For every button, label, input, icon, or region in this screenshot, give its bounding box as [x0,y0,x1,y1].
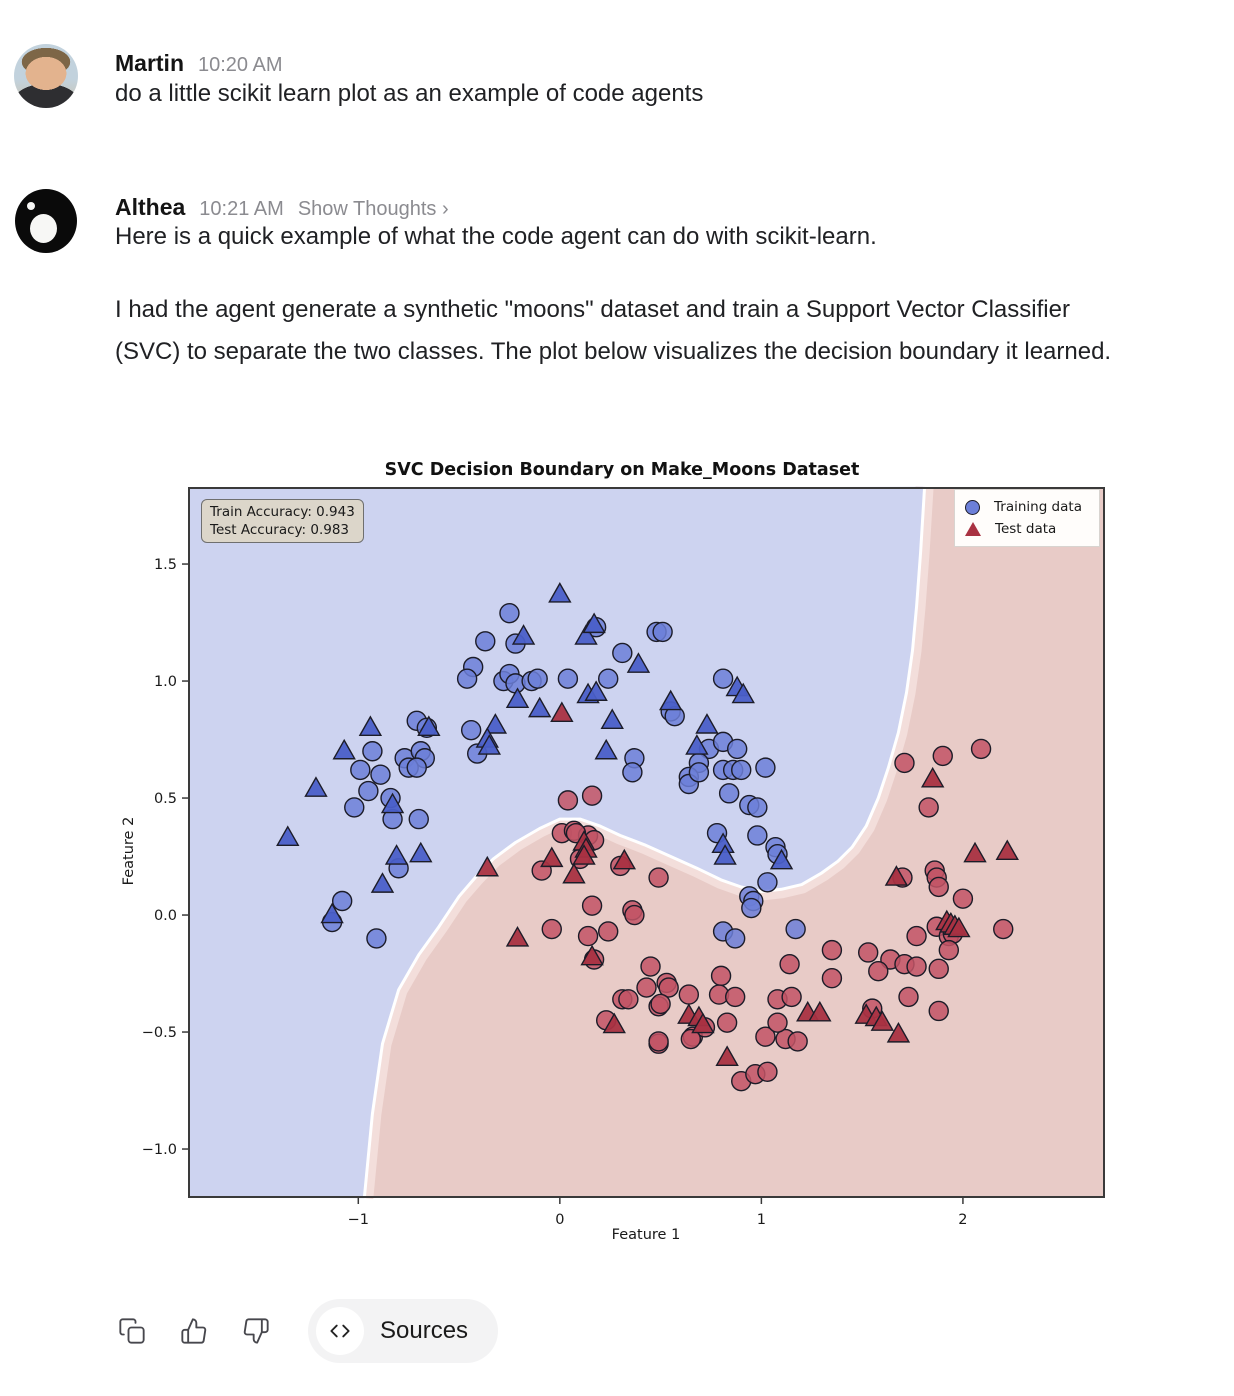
svg-text:1.0: 1.0 [153,674,177,691]
thumbs-down-button[interactable] [242,1317,270,1345]
althea-avatar[interactable] [15,189,77,253]
legend-item-test [965,518,1091,540]
author-name: Martin [115,50,184,76]
legend-label: Training data [994,499,1082,515]
chart-title: SVC Decision Boundary on Make_Moons Dataset [384,460,860,480]
svg-text:0.5: 0.5 [153,791,177,808]
svg-text:−1: −1 [347,1212,369,1228]
thumbs-down-icon [242,1317,270,1345]
martin-avatar[interactable] [14,44,78,108]
y-axis-label: Feature 2 [121,816,137,886]
svg-text:−0.5: −0.5 [141,1025,177,1042]
timestamp: 10:20 AM [198,54,283,76]
svg-text:0.0: 0.0 [153,908,177,925]
timestamp: 10:21 AM [199,198,284,220]
test-data-marker-icon [965,522,981,536]
author-name: Althea [115,194,186,220]
svg-text:2: 2 [958,1212,968,1228]
sources-label: Sources [380,1317,469,1344]
show-thoughts-button[interactable]: Show Thoughts › [297,198,449,220]
legend-label: Test data [995,521,1057,537]
sources-button[interactable] [308,1299,498,1363]
thumbs-up-button[interactable] [180,1317,208,1345]
training-data-marker-icon [965,500,980,515]
copy-button[interactable] [118,1317,146,1345]
svg-text:−1.0: −1.0 [141,1142,177,1159]
message-header [115,50,283,77]
message-header [115,194,449,221]
plot-legend [954,489,1100,547]
thumbs-up-icon [180,1317,208,1345]
test-accuracy-text: Test Accuracy: 0.983 [210,522,350,538]
accuracy-annotation [201,499,364,543]
svc-plot-figure [110,455,1134,1255]
train-accuracy-text: Train Accuracy: 0.943 [210,504,355,520]
legend-item-training [965,496,1091,518]
copy-icon [118,1317,146,1345]
scatter-plot [110,455,1134,1255]
message-actions [118,1299,498,1363]
message-body: I had the agent generate a synthetic "moons" dataset and train a Support Vector Classifier (SVC) to separate the two classes. The plot below visualizes the decision boundary it learned. [115,296,1112,365]
svg-text:0: 0 [555,1212,565,1228]
message-text: do a little scikit learn plot as an example of code agents [115,80,704,107]
x-axis-label: Feature 1 [611,1227,681,1243]
svg-text:1: 1 [756,1212,766,1228]
message-intro: Here is a quick example of what the code agent can do with scikit-learn. [115,223,877,250]
svg-text:1.5: 1.5 [153,557,177,574]
code-icon [316,1307,364,1355]
